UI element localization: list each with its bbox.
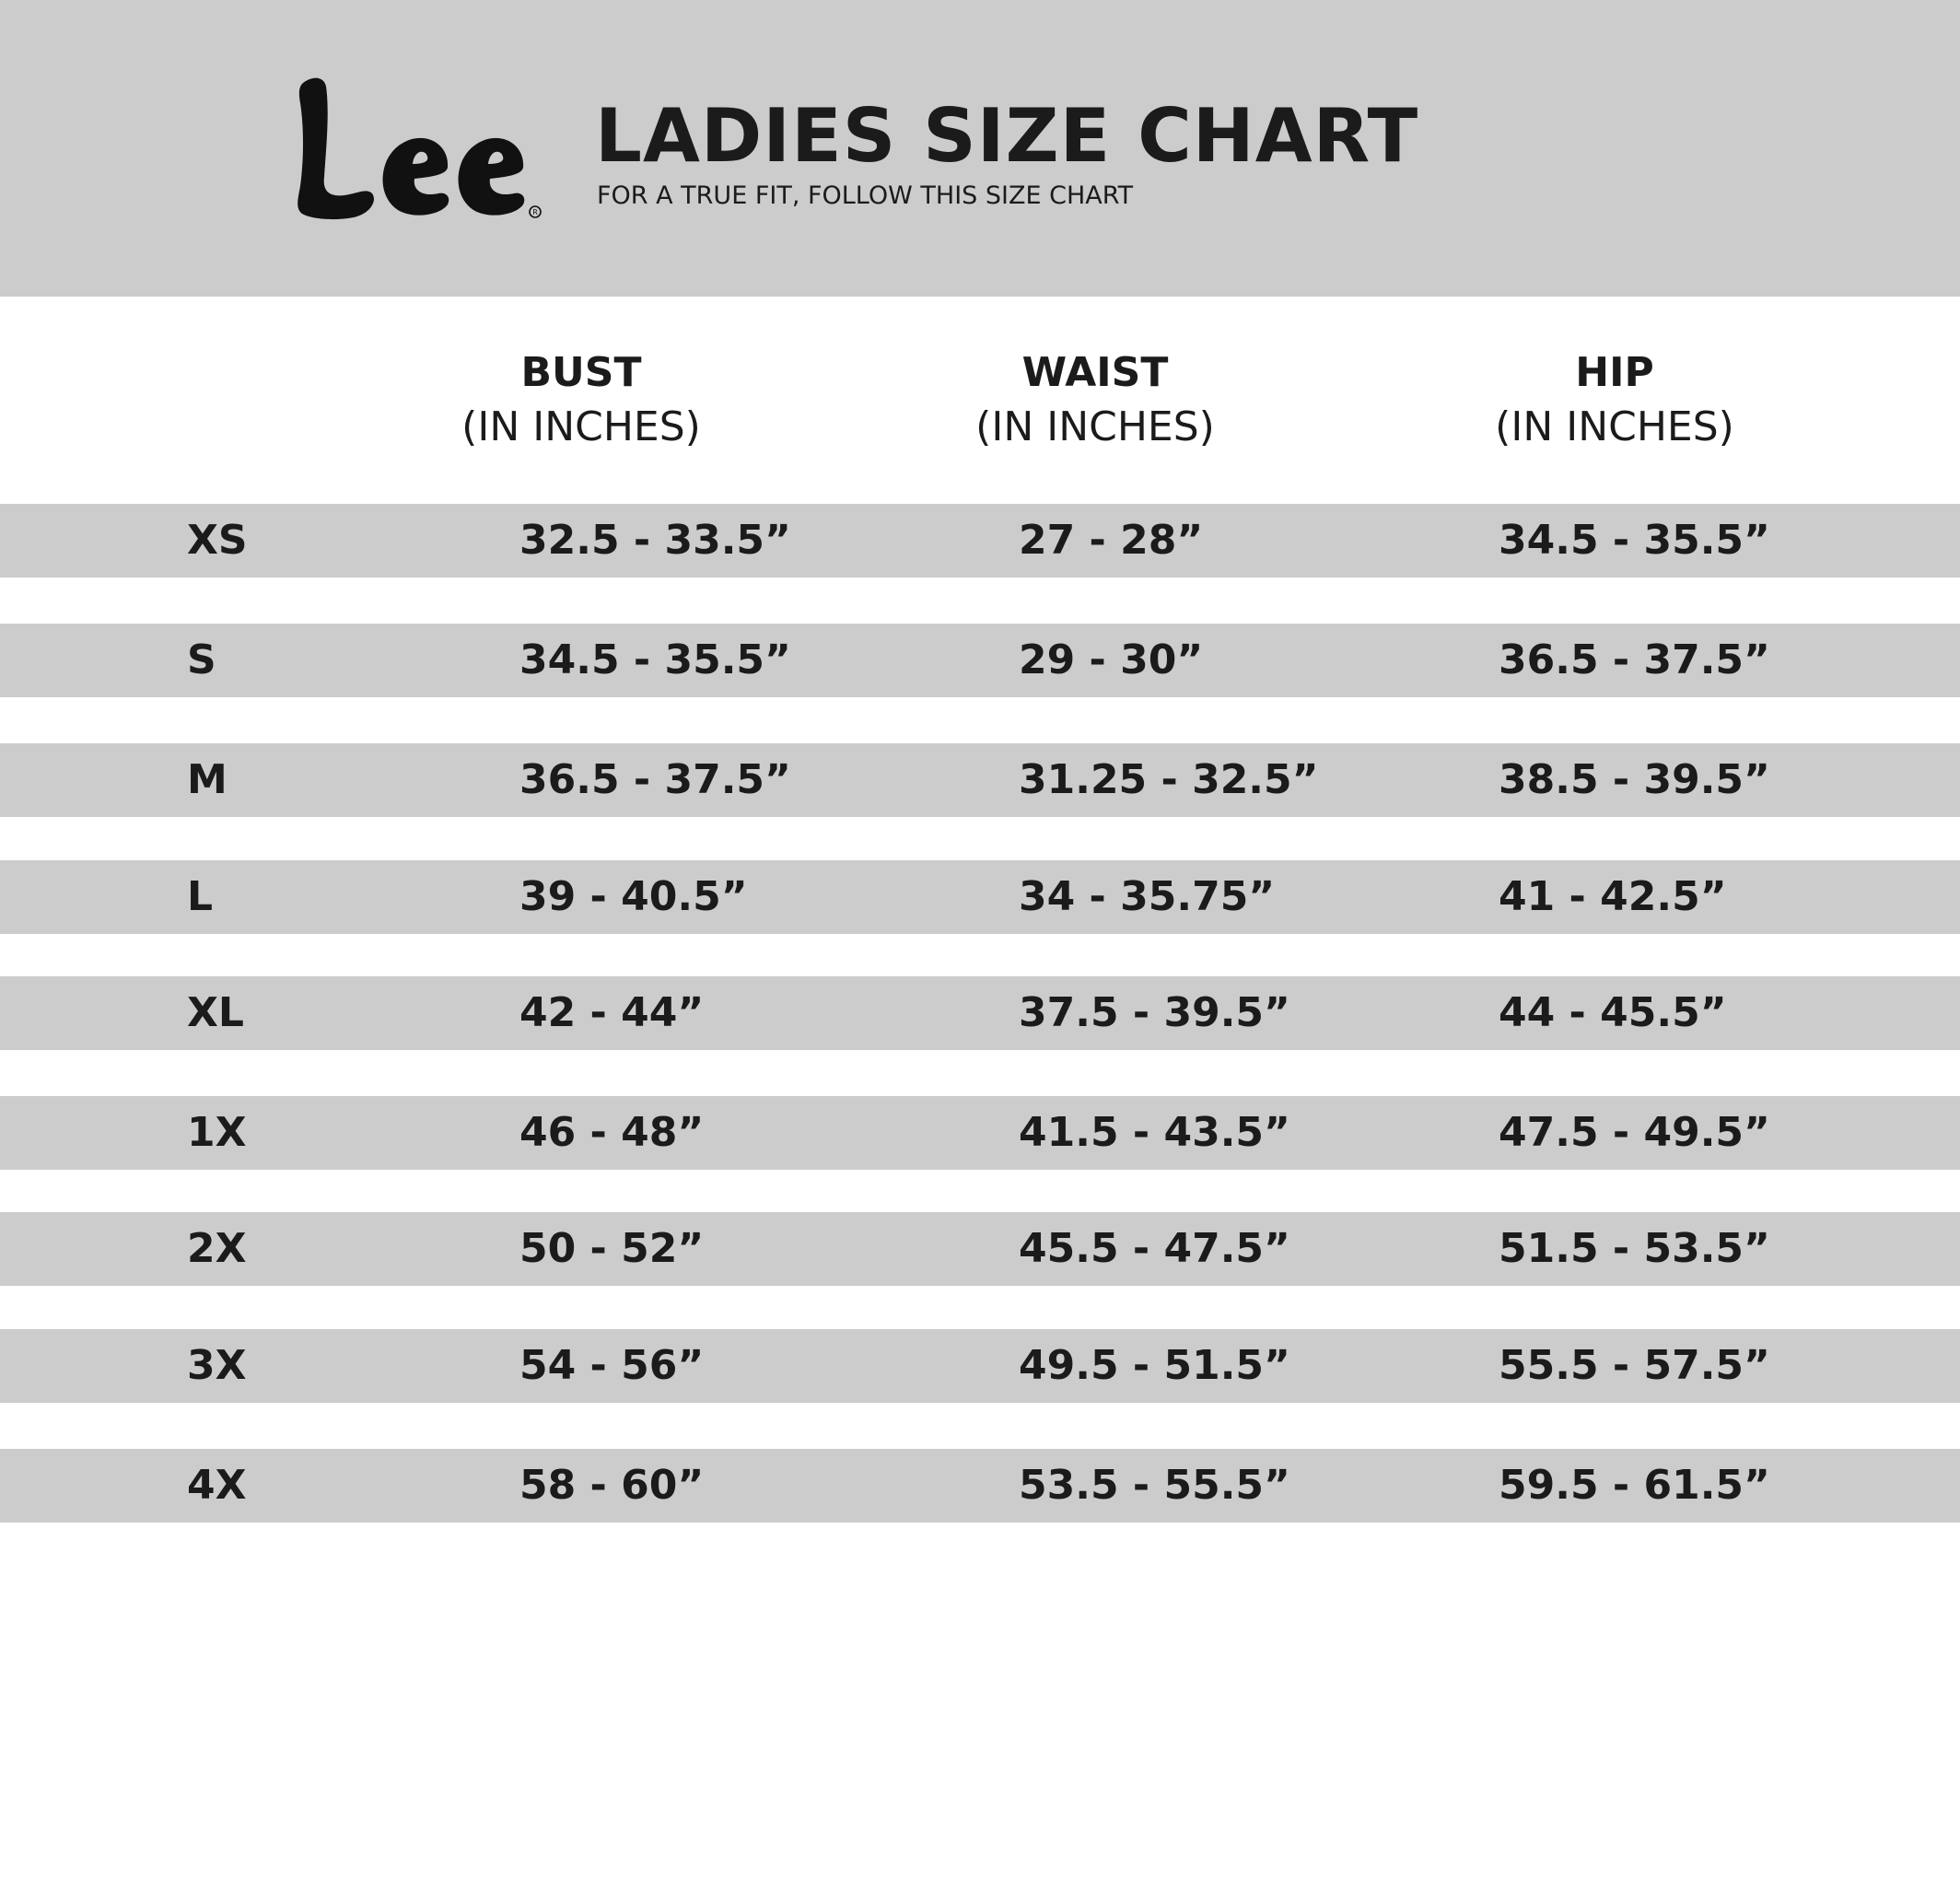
column-header-bust (388, 346, 775, 455)
size-label: XL (187, 989, 244, 1036)
table-row (0, 860, 1960, 934)
size-label: 1X (187, 1109, 247, 1156)
bust-value: 34.5 - 35.5” (519, 636, 791, 683)
bust-value: 50 - 52” (519, 1225, 705, 1272)
size-label: M (187, 756, 228, 803)
table-row (0, 504, 1960, 578)
waist-value: 49.5 - 51.5” (1019, 1342, 1290, 1389)
size-label: 3X (187, 1342, 247, 1389)
waist-value: 41.5 - 43.5” (1019, 1109, 1290, 1156)
column-unit: (IN INCHES) (975, 403, 1215, 450)
waist-value: 29 - 30” (1019, 636, 1204, 683)
waist-value: 37.5 - 39.5” (1019, 989, 1290, 1036)
table-row (0, 976, 1960, 1050)
header-band (0, 0, 1960, 297)
hip-value: 36.5 - 37.5” (1499, 636, 1770, 683)
hip-value: 34.5 - 35.5” (1499, 517, 1770, 564)
hip-value: 47.5 - 49.5” (1499, 1109, 1770, 1156)
size-label: 4X (187, 1462, 247, 1509)
column-label: BUST (520, 349, 642, 396)
bust-value: 58 - 60” (519, 1462, 705, 1509)
bust-value: 32.5 - 33.5” (519, 517, 791, 564)
hip-value: 44 - 45.5” (1499, 989, 1727, 1036)
column-label: WAIST (1021, 349, 1169, 396)
waist-value: 53.5 - 55.5” (1019, 1462, 1290, 1509)
column-header-hip (1421, 346, 1808, 455)
bust-value: 46 - 48” (519, 1109, 705, 1156)
bust-value: 54 - 56” (519, 1342, 705, 1389)
page-title: LADIES SIZE CHART (595, 93, 1419, 179)
size-label: XS (187, 517, 248, 564)
hip-value: 38.5 - 39.5” (1499, 756, 1770, 803)
table-row (0, 743, 1960, 817)
hip-value: 59.5 - 61.5” (1499, 1462, 1770, 1509)
lee-logo (293, 76, 547, 221)
table-row (0, 1329, 1960, 1403)
bust-value: 42 - 44” (519, 989, 705, 1036)
table-row (0, 624, 1960, 697)
column-label: HIP (1575, 349, 1654, 396)
waist-value: 34 - 35.75” (1019, 873, 1276, 920)
table-row (0, 1096, 1960, 1170)
size-label: S (187, 636, 216, 683)
table-row (0, 1449, 1960, 1523)
hip-value: 55.5 - 57.5” (1499, 1342, 1770, 1389)
page-subtitle: FOR A TRUE FIT, FOLLOW THIS SIZE CHART (597, 181, 1134, 210)
waist-value: 45.5 - 47.5” (1019, 1225, 1290, 1272)
waist-value: 27 - 28” (1019, 517, 1204, 564)
table-row (0, 1212, 1960, 1286)
bust-value: 36.5 - 37.5” (519, 756, 791, 803)
size-label: 2X (187, 1225, 247, 1272)
size-label: L (187, 873, 214, 920)
column-header-waist (902, 346, 1289, 455)
hip-value: 41 - 42.5” (1499, 873, 1727, 920)
column-unit: (IN INCHES) (1495, 403, 1734, 450)
svg-text:R: R (532, 208, 538, 216)
hip-value: 51.5 - 53.5” (1499, 1225, 1770, 1272)
column-unit: (IN INCHES) (461, 403, 701, 450)
bust-value: 39 - 40.5” (519, 873, 748, 920)
waist-value: 31.25 - 32.5” (1019, 756, 1319, 803)
